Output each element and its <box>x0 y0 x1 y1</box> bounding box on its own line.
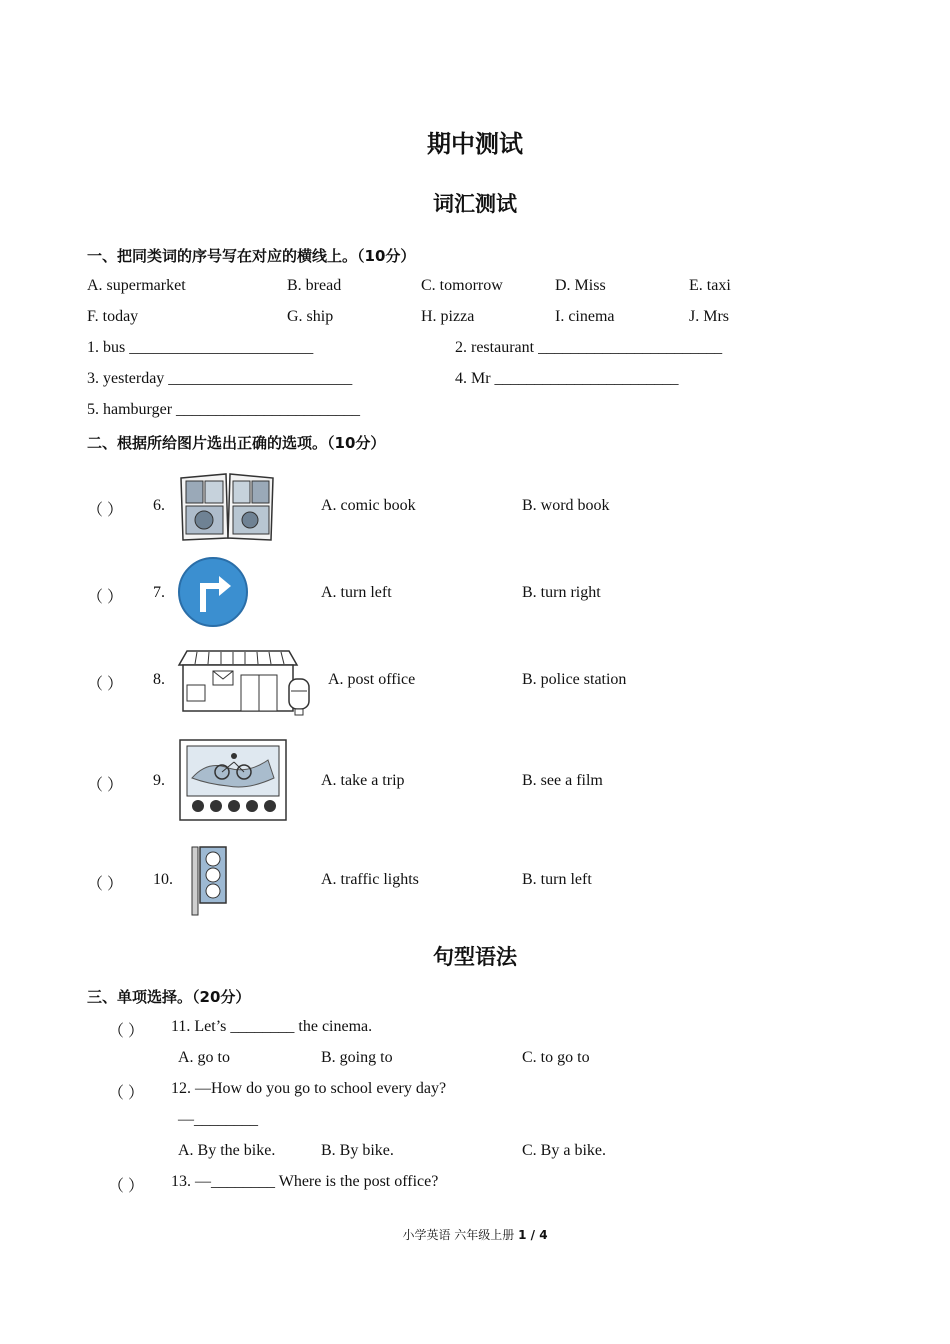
part3-heading: 三、单项选择。（20分） <box>87 988 251 1006</box>
answer-paren-8[interactable]: （ ） <box>87 676 124 693</box>
question-number-10: 10. <box>153 871 173 888</box>
answer-paren-13[interactable]: （ ） <box>108 1178 145 1195</box>
blank-5[interactable]: 5. hamburger _______________________ <box>87 401 361 418</box>
answer-line-12: —________ <box>178 1111 258 1128</box>
option-b: B. bread <box>287 277 342 294</box>
answer-paren-12[interactable]: （ ） <box>108 1085 145 1102</box>
option-11c[interactable]: C. to go to <box>522 1049 590 1066</box>
part2-heading: 二、根据所给图片选出正确的选项。（10分） <box>87 434 386 452</box>
option-7a[interactable]: A. turn left <box>321 584 392 601</box>
option-10a[interactable]: A. traffic lights <box>321 871 419 888</box>
option-7b[interactable]: B. turn right <box>522 584 601 601</box>
question-number-7: 7. <box>153 584 165 601</box>
section-grammar-heading: 句型语法 <box>433 945 517 969</box>
traffic-lights-image <box>188 843 230 917</box>
option-c: C. tomorrow <box>421 277 503 294</box>
option-g: G. ship <box>287 308 334 325</box>
answer-paren-6[interactable]: （ ） <box>87 502 124 519</box>
option-6b[interactable]: B. word book <box>522 497 610 514</box>
option-12c[interactable]: C. By a bike. <box>522 1142 606 1159</box>
answer-paren-11[interactable]: （ ） <box>108 1023 145 1040</box>
answer-paren-10[interactable]: （ ） <box>87 876 124 893</box>
option-11a[interactable]: A. go to <box>178 1049 230 1066</box>
option-8a[interactable]: A. post office <box>328 671 416 688</box>
blank-3[interactable]: 3. yesterday _______________________ <box>87 370 353 387</box>
question-number-6: 6. <box>153 497 165 514</box>
page-number: 1 / 4 <box>518 1228 548 1242</box>
option-9b[interactable]: B. see a film <box>522 772 603 789</box>
option-8b[interactable]: B. police station <box>522 671 627 688</box>
option-a: A. supermarket <box>87 277 186 294</box>
option-12b[interactable]: B. By bike. <box>321 1142 394 1159</box>
comic-book-image <box>178 472 278 542</box>
question-13: 13. —________ Where is the post office? <box>171 1173 439 1190</box>
question-12: 12. —How do you go to school every day? <box>171 1080 447 1097</box>
option-12a[interactable]: A. By the bike. <box>178 1142 276 1159</box>
page-title: 期中测试 <box>427 130 523 158</box>
option-e: E. taxi <box>689 277 731 294</box>
blank-4[interactable]: 4. Mr _______________________ <box>455 370 679 387</box>
option-9a[interactable]: A. take a trip <box>321 772 405 789</box>
option-h: H. pizza <box>421 308 475 325</box>
option-6a[interactable]: A. comic book <box>321 497 416 514</box>
question-number-9: 9. <box>153 772 165 789</box>
blank-2[interactable]: 2. restaurant _______________________ <box>455 339 723 356</box>
part1-heading: 一、把同类词的序号写在对应的横线上。（10分） <box>87 247 416 265</box>
section-vocab-heading: 词汇测试 <box>433 192 517 216</box>
answer-paren-7[interactable]: （ ） <box>87 589 124 606</box>
option-j: J. Mrs <box>689 308 730 325</box>
question-11: 11. Let’s ________ the cinema. <box>171 1018 373 1035</box>
blank-1[interactable]: 1. bus _______________________ <box>87 339 314 356</box>
option-11b[interactable]: B. going to <box>321 1049 393 1066</box>
cinema-screen-image <box>178 738 288 822</box>
answer-paren-9[interactable]: （ ） <box>87 777 124 794</box>
question-number-8: 8. <box>153 671 165 688</box>
option-f: F. today <box>87 308 139 325</box>
post-office-image <box>177 647 317 717</box>
option-d: D. Miss <box>555 277 606 294</box>
page-footer <box>0 1226 950 1243</box>
option-10b[interactable]: B. turn left <box>522 871 592 888</box>
turn-right-sign-image <box>177 556 249 628</box>
option-i: I. cinema <box>555 308 615 325</box>
footer-text: 小学英语 六年级上册 <box>402 1228 515 1242</box>
